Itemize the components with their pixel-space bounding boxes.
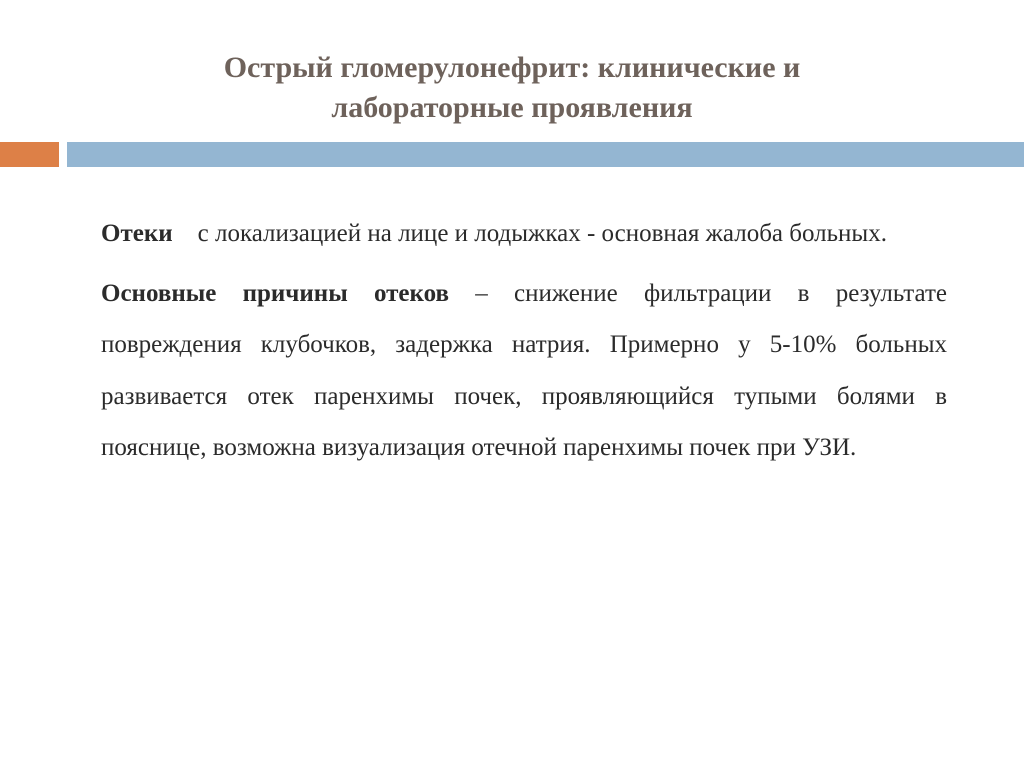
paragraph-causes-heading: Основные причины отеков [101, 279, 449, 307]
paragraph-edema-heading: Отеки [101, 220, 173, 247]
paragraph-edema-text: с локализацией на лице и лодыжках - основная жалоба больных. [197, 220, 887, 247]
accent-bar-blue [67, 142, 1024, 167]
paragraph-causes-text: – снижение фильтрации в результате повреждения клубочков, задержка натрия. Примерно у 5-10% больных развивается отек паренхимы почек, проявляющийся тупыми болями в пояснице, возможна визуализация отечной паренхимы почек при УЗИ. [101, 279, 948, 461]
accent-bar-orange [0, 142, 59, 167]
paragraph-causes [101, 268, 947, 474]
slide-title: Острый гломерулонефрит: клинические и лабораторные проявления [223, 51, 801, 124]
slide-body [101, 208, 947, 474]
paragraph-edema [101, 208, 947, 260]
